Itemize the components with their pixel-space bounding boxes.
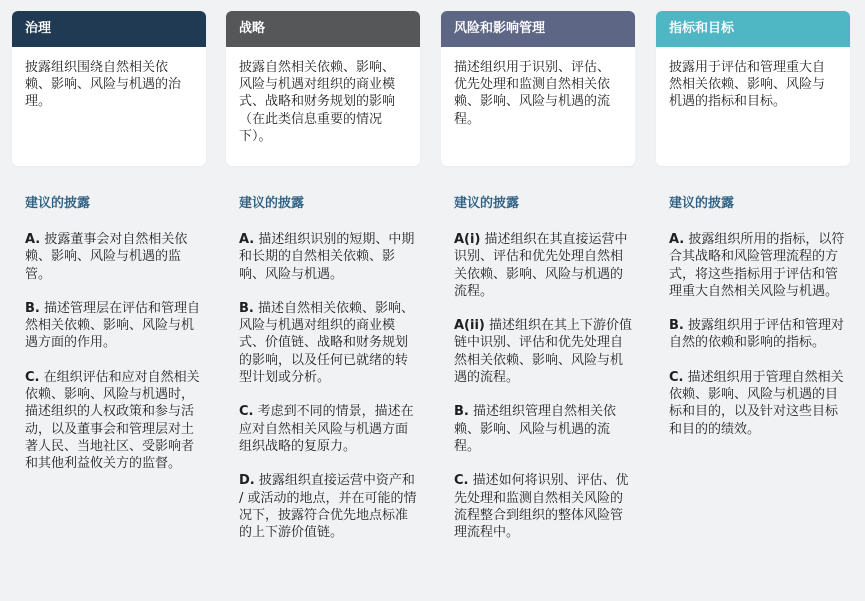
disclosure-item-key: A(ii): [454, 318, 485, 334]
disclosure-item-text: 描述组织管理自然相关依赖、影响、风险与机遇的流程。: [454, 404, 616, 454]
disclosure-list: [454, 231, 632, 541]
pillar-description: 描述组织用于识别、评估、优先处理和监测自然相关依赖、影响、风险与机遇的流程。: [454, 60, 611, 127]
disclosure-item: [454, 403, 632, 455]
pillar-description: 披露组织围绕自然相关依赖、影响、风险与机遇的治理。: [25, 60, 182, 110]
disclosure-item-key: A.: [25, 232, 41, 247]
disclosure-item: [454, 472, 632, 541]
recommended-disclosures-heading: 建议的披露: [454, 196, 520, 211]
disclosure-item-text: 描述组织在其直接运营中识别、评估和优先处理自然相关依赖、影响、风险与机遇的流程。: [454, 232, 628, 299]
disclosure-item-key: A(i): [454, 232, 481, 247]
disclosure-item-key: B.: [25, 300, 40, 316]
disclosure-item-text: 在组织评估和应对自然相关依赖、影响、风险与机遇时，描述组织的人权政策和参与活动，以及董事会和管理层对土著人民、当地社区、受影响者和其他利益攸关方的监督。: [25, 369, 200, 472]
disclosure-item-text: 描述如何将识别、评估、优先处理和监测自然相关风险的流程整合到组织的整体风险管理流程中。: [454, 473, 629, 541]
pillar-title: 风险和影响管理: [441, 11, 635, 47]
disclosure-item: [239, 300, 417, 386]
pillar-description: 披露自然相关依赖、影响、风险与机遇对组织的商业模式、战略和财务规划的影响（在此类信息重要的情况下）。: [239, 60, 396, 144]
disclosure-item-key: B.: [454, 404, 469, 420]
disclosure-item: [239, 472, 417, 541]
disclosure-item: [454, 231, 632, 300]
pillar-card: [226, 11, 420, 166]
pillar-card: [441, 11, 635, 166]
disclosure-list: [669, 231, 847, 438]
disclosure-item-key: B.: [669, 318, 684, 334]
pillar-title: 战略: [226, 11, 420, 47]
recommended-disclosures-heading: 建议的披露: [669, 196, 735, 211]
disclosure-item: [669, 231, 847, 300]
pillar-title: 治理: [12, 11, 206, 47]
column-risk: [441, 11, 635, 558]
column-strategy: [226, 11, 420, 558]
recommended-disclosures-heading: 建议的披露: [25, 196, 91, 211]
disclosure-item: [25, 231, 203, 283]
disclosure-item-text: 描述组织识别的短期、中期和长期的自然相关依赖、影响、风险与机遇。: [239, 232, 415, 282]
disclosure-item-key: A.: [239, 232, 255, 247]
disclosure-item: [454, 317, 632, 386]
disclosure-item-text: 描述组织在其上下游价值链中识别、评估和优先处理自然相关依赖、影响、风险与机遇的流程。: [454, 318, 632, 386]
disclosure-item: [239, 231, 417, 283]
disclosure-item: [669, 369, 847, 438]
pillar-description: 披露用于评估和管理重大自然相关依赖、影响、风险与机遇的指标和目标。: [669, 60, 826, 110]
disclosure-item: [669, 317, 847, 352]
pillar-card: [12, 11, 206, 166]
disclosure-item-text: 披露组织用于评估和管理对自然的依赖和影响的指标。: [669, 318, 844, 351]
pillar-title: 指标和目标: [656, 11, 850, 47]
column-governance: [12, 11, 206, 490]
pillar-card: [656, 11, 850, 166]
disclosure-list: [25, 231, 203, 473]
disclosure-item-key: C.: [239, 404, 254, 420]
disclosure-item-text: 考虑到不同的情景，描述在应对自然相关风险与机遇方面组织战略的复原力。: [239, 404, 414, 454]
disclosure-item: [25, 369, 203, 473]
disclosure-item-text: 披露组织直接运营中资产和 / 或活动的地点，并在可能的情况下，披露符合优先地点标准的上下游价值链。: [239, 473, 417, 541]
disclosure-item-key: C.: [25, 369, 40, 385]
disclosure-item-text: 描述自然相关依赖、影响、风险与机遇对组织的商业模式、价值链、战略和财务规划的影响，以及任何已就绪的转型计划或分析。: [239, 300, 414, 386]
disclosure-item: [239, 403, 417, 455]
disclosure-item-text: 描述管理层在评估和管理自然相关依赖、影响、风险与机遇方面的作用。: [25, 300, 200, 351]
column-metrics: [656, 11, 850, 455]
disclosure-item-key: D.: [239, 473, 255, 489]
disclosure-item-text: 描述组织用于管理自然相关依赖、影响、风险与机遇的目标和目的，以及针对这些目标和目的的绩效。: [669, 369, 844, 437]
disclosure-item-key: C.: [669, 369, 684, 385]
recommended-disclosures-heading: 建议的披露: [239, 196, 305, 211]
disclosure-item-text: 披露组织所用的指标，以符合其战略和风险管理流程的方式，将这些指标用于评估和管理重大自然相关风险与机遇。: [669, 232, 845, 299]
disclosure-item-key: C.: [454, 473, 469, 489]
disclosure-list: [239, 231, 417, 541]
disclosure-item-text: 披露董事会对自然相关依赖、影响、风险与机遇的监管。: [25, 232, 188, 282]
disclosure-item-key: A.: [669, 232, 685, 247]
disclosure-item-key: B.: [239, 300, 254, 316]
disclosure-item: [25, 300, 203, 352]
